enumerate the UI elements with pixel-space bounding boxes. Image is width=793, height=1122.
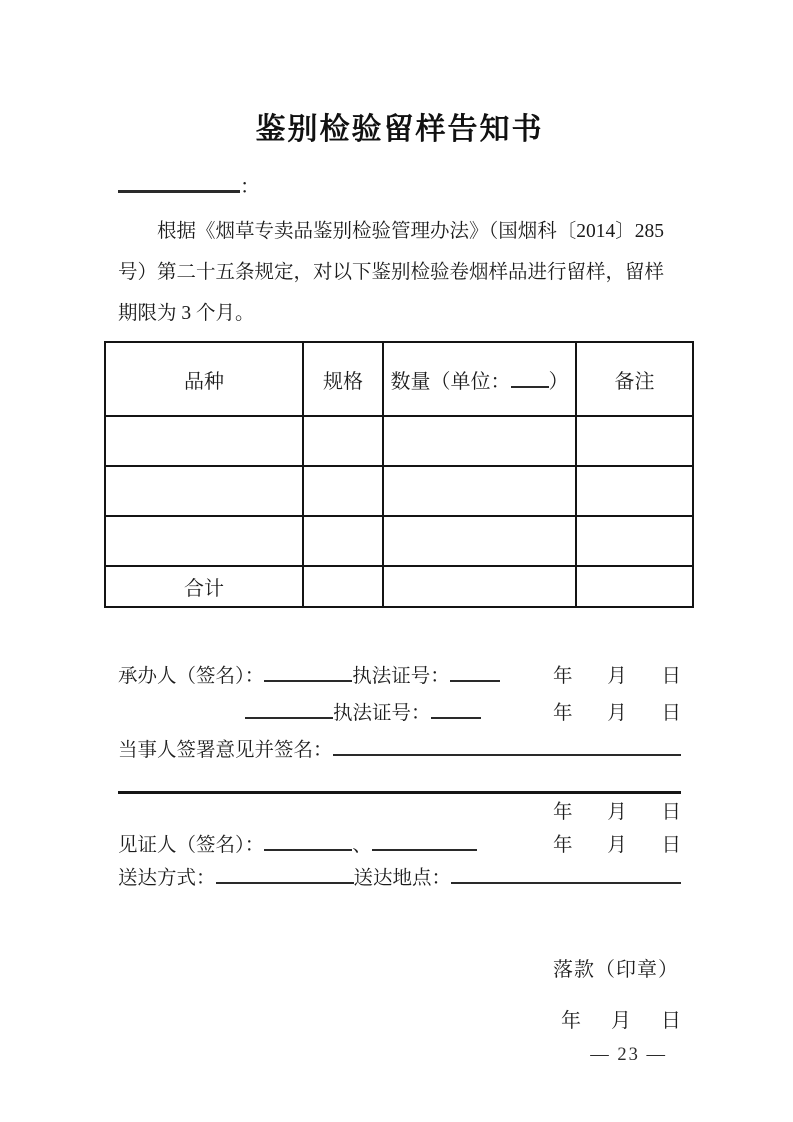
day-label: 日	[661, 835, 681, 856]
cell-spec	[303, 516, 383, 566]
cell-remark	[576, 466, 693, 516]
cell-spec	[303, 466, 383, 516]
handler-signature-line-1	[118, 660, 681, 697]
date-only-line	[118, 796, 681, 829]
day-label: 日	[661, 802, 681, 823]
table-row	[105, 516, 693, 566]
table-row	[105, 416, 693, 466]
month-label: 月	[607, 703, 627, 724]
table-header-row	[105, 342, 693, 416]
cell-remark	[576, 416, 693, 466]
document-title: 鉴别检验留样告知书	[255, 113, 544, 146]
day-label: 日	[661, 1010, 681, 1032]
handler-name-blank	[245, 699, 333, 719]
year-label: 年	[561, 1010, 581, 1032]
cert-no-blank	[431, 699, 481, 719]
month-label: 月	[607, 802, 627, 823]
intro-paragraph	[118, 211, 681, 334]
date-group	[553, 796, 681, 824]
delivery-place-label: 送达地点：	[353, 868, 452, 889]
cell-quantity	[383, 416, 576, 466]
handler-name-blank	[264, 662, 352, 682]
separator-rule	[118, 791, 681, 794]
signature-section	[118, 660, 681, 895]
sample-table	[104, 341, 694, 608]
table-total-row	[105, 566, 693, 607]
addressee-line	[118, 170, 681, 199]
cell-quantity	[383, 466, 576, 516]
cell-variety	[105, 516, 303, 566]
witness-blank-2	[372, 831, 477, 851]
cell-variety	[105, 466, 303, 516]
date-group	[553, 697, 681, 725]
delivery-method-label: 送达方式：	[118, 868, 216, 889]
month-label: 月	[611, 1010, 631, 1032]
page-number: — 23 —	[590, 1045, 667, 1065]
day-label: 日	[661, 703, 681, 724]
paragraph-line: 号）第二十五条规定，对以下鉴别检验卷烟样品进行留样，留样	[118, 262, 665, 283]
delivery-method-blank	[216, 864, 354, 884]
signature-seal-label: 落款（印章）	[553, 959, 679, 981]
seal-date-group	[561, 1004, 681, 1033]
cell-variety	[105, 416, 303, 466]
month-label: 月	[607, 666, 627, 687]
cert-no-label: 执法证号：	[333, 703, 431, 724]
header-quantity	[383, 342, 576, 416]
addressee-colon: ：	[240, 176, 260, 198]
year-label: 年	[553, 802, 573, 823]
witness-blank-1	[264, 831, 352, 851]
witness-label: 见证人（签名）：	[118, 835, 265, 856]
addressee-blank	[118, 172, 240, 193]
handler-signature-line-2	[118, 697, 681, 734]
date-group	[553, 829, 681, 857]
unit-blank	[511, 367, 549, 388]
header-spec: 规格	[303, 342, 383, 416]
handler-sign-label: 承办人（签名）：	[118, 666, 265, 687]
cert-no-label: 执法证号：	[352, 666, 450, 687]
enumeration-comma: 、	[352, 835, 372, 856]
date-group	[553, 660, 681, 688]
witness-signature-line	[118, 829, 681, 862]
paragraph-line: 根据《烟草专卖品鉴别检验管理办法》（国烟科〔2014〕285	[157, 221, 665, 242]
year-label: 年	[553, 666, 573, 687]
delivery-line	[118, 862, 681, 895]
quantity-label-close: ）	[548, 370, 569, 393]
month-label: 月	[607, 835, 627, 856]
year-label: 年	[553, 703, 573, 724]
total-remark	[576, 566, 693, 607]
delivery-place-blank	[451, 864, 681, 884]
total-label: 合计	[105, 566, 303, 607]
cell-spec	[303, 416, 383, 466]
seal-section	[118, 953, 681, 1033]
year-label: 年	[553, 835, 573, 856]
total-quantity	[383, 566, 576, 607]
party-opinion-line	[118, 734, 681, 771]
total-spec	[303, 566, 383, 607]
quantity-label: 数量（单位：	[390, 370, 511, 393]
header-variety: 品种	[105, 342, 303, 416]
header-remark: 备注	[576, 342, 693, 416]
day-label: 日	[661, 666, 681, 687]
party-opinion-blank	[333, 736, 681, 756]
cert-no-blank	[450, 662, 500, 682]
table-row	[105, 466, 693, 516]
cell-remark	[576, 516, 693, 566]
paragraph-line: 期限为 3 个月。	[118, 303, 255, 324]
cell-quantity	[383, 516, 576, 566]
party-opinion-label: 当事人签署意见并签名：	[118, 740, 333, 761]
